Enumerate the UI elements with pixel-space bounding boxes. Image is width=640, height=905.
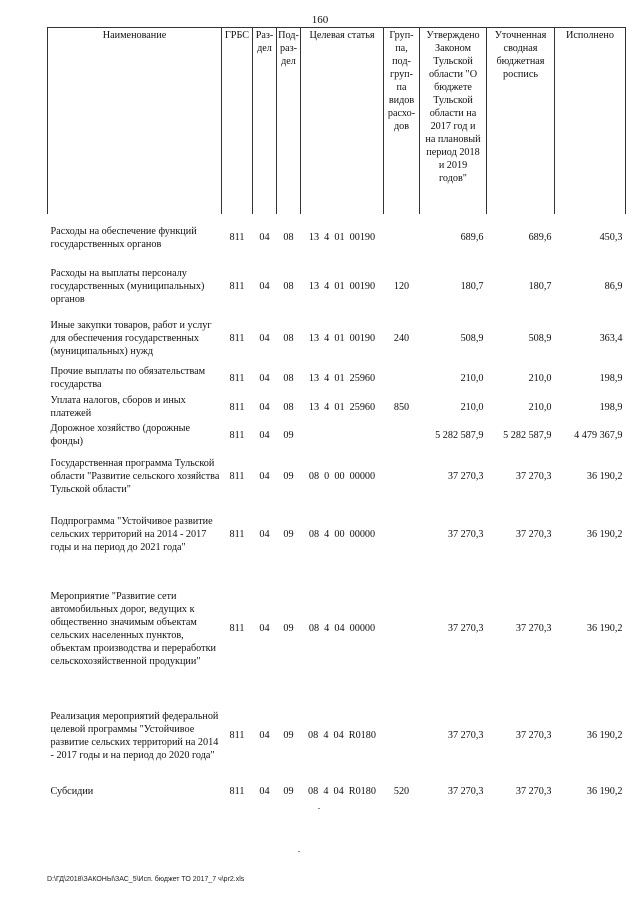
- header-executed: Исполнено: [555, 28, 626, 215]
- cell-name: Уплата налогов, сборов и иных платежей: [50, 395, 186, 419]
- cell-executed: 4 479 367,9: [574, 429, 623, 441]
- header-podrazdel: Под- раз- дел: [277, 28, 301, 215]
- cell-podrazdel: 08: [283, 332, 294, 344]
- header-razdel: Раз- дел: [253, 28, 277, 215]
- cell-grbs: 811: [229, 401, 245, 413]
- header-target: Целевая статья: [301, 28, 384, 215]
- cell-executed: 198,9: [599, 401, 623, 413]
- header-group: Груп- па, под- груп- па видов расхо- дов: [384, 28, 420, 215]
- cell-name: Расходы на выплаты персоналу государственных (муниципальных) органов: [50, 268, 205, 305]
- budget-table: [47, 27, 626, 805]
- cell-group: [384, 448, 420, 505]
- cell-approved: 210,0: [460, 372, 484, 384]
- cell-executed: 36 190,2: [586, 730, 623, 741]
- cell-grbs: 811: [229, 785, 245, 797]
- cell-razdel: 04: [259, 429, 270, 441]
- table-row: [48, 694, 626, 777]
- cell-podrazdel: 09: [283, 785, 294, 797]
- scan-speck: [298, 851, 300, 852]
- cell-approved: 508,9: [460, 332, 484, 344]
- cell-razdel: 04: [259, 372, 270, 384]
- cell-grbs: 811: [229, 232, 245, 243]
- cell-group: [384, 694, 420, 777]
- cell-target: 13 4 01 00190: [308, 332, 376, 344]
- cell-approved: 37 270,3: [447, 623, 484, 634]
- table-row: [48, 563, 626, 694]
- cell-grbs: 811: [229, 332, 245, 344]
- table-row: [48, 214, 626, 261]
- cell-podrazdel: 08: [283, 281, 294, 292]
- cell-razdel: 04: [259, 730, 270, 741]
- cell-name: Реализация мероприятий федеральной целевой программы "Устойчивое развитие сельских территорий на 2014 - 2017 годы и на период до 2020 года": [50, 710, 219, 761]
- cell-group: 240: [393, 332, 410, 344]
- cell-name: Дорожное хозяйство (дорожные фонды): [50, 423, 191, 447]
- cell-grbs: 811: [229, 429, 245, 441]
- cell-refined: 180,7: [528, 281, 552, 292]
- cell-razdel: 04: [259, 232, 270, 243]
- cell-refined: 210,0: [528, 401, 552, 413]
- cell-group: [384, 214, 420, 261]
- cell-grbs: 811: [229, 730, 245, 741]
- cell-group: [384, 422, 420, 448]
- cell-target: 13 4 01 00190: [308, 281, 376, 292]
- cell-target: 08 4 04 R0180: [308, 730, 376, 741]
- cell-name: Расходы на обеспечение функций государственных органов: [50, 225, 197, 250]
- cell-podrazdel: 09: [283, 429, 294, 441]
- cell-group: 520: [393, 785, 410, 797]
- cell-target: 08 0 00 00000: [308, 471, 376, 482]
- cell-target: 13 4 01 25960: [308, 401, 376, 413]
- cell-grbs: 811: [229, 623, 245, 634]
- cell-name: Мероприятие "Развитие сети автомобильных дорог, ведущих к общественно значимым объектам сельских населенных пунктов, объектам производства и переработки сельскохозяйственной продукции": [50, 590, 216, 667]
- cell-razdel: 04: [259, 471, 270, 482]
- table-row: [48, 505, 626, 563]
- cell-podrazdel: 08: [283, 232, 294, 243]
- cell-executed: 86,9: [604, 281, 623, 292]
- table-row: [48, 312, 626, 364]
- cell-approved: 5 282 587,9: [435, 429, 484, 441]
- cell-executed: 36 190,2: [586, 623, 623, 634]
- cell-target: 08 4 04 00000: [308, 623, 376, 634]
- cell-razdel: 04: [259, 785, 270, 797]
- cell-executed: 36 190,2: [586, 785, 623, 797]
- cell-executed: 36 190,2: [586, 528, 623, 540]
- header-refined: Уточненная сводная бюджетная роспись: [487, 28, 555, 215]
- cell-razdel: 04: [259, 528, 270, 540]
- cell-target: 08 4 00 00000: [308, 528, 376, 540]
- cell-refined: 37 270,3: [515, 785, 552, 797]
- cell-refined: 689,6: [528, 232, 552, 243]
- table-header-row: [48, 28, 626, 215]
- cell-grbs: 811: [229, 471, 245, 482]
- table-row: [48, 261, 626, 312]
- cell-approved: 37 270,3: [447, 785, 484, 797]
- table-row: [48, 422, 626, 448]
- cell-podrazdel: 09: [283, 730, 294, 741]
- cell-group: [384, 563, 420, 694]
- cell-name: Иные закупки товаров, работ и услуг для обеспечения государственных (муниципальных) нужд: [50, 319, 212, 357]
- cell-executed: 450,3: [599, 232, 623, 243]
- cell-podrazdel: 09: [283, 528, 294, 540]
- table-row: [48, 777, 626, 805]
- cell-grbs: 811: [229, 281, 245, 292]
- cell-target: 13 4 01 00190: [308, 232, 376, 243]
- cell-group: [384, 505, 420, 563]
- cell-podrazdel: 09: [283, 471, 294, 482]
- cell-razdel: 04: [259, 401, 270, 413]
- cell-group: 120: [393, 281, 410, 292]
- cell-approved: 37 270,3: [447, 730, 484, 741]
- header-name: Наименование: [48, 28, 222, 215]
- cell-razdel: 04: [259, 332, 270, 344]
- cell-approved: 180,7: [460, 281, 484, 292]
- cell-group: [384, 364, 420, 392]
- cell-podrazdel: 09: [283, 623, 294, 634]
- cell-grbs: 811: [229, 372, 245, 384]
- cell-target: [301, 422, 384, 448]
- cell-target: 13 4 01 25960: [308, 372, 376, 384]
- cell-name: Субсидии: [50, 785, 94, 797]
- cell-approved: 37 270,3: [447, 471, 484, 482]
- table-row: [48, 364, 626, 392]
- page-number: 160: [311, 14, 329, 26]
- cell-executed: 363,4: [599, 332, 623, 344]
- cell-approved: 37 270,3: [447, 528, 484, 540]
- cell-podrazdel: 08: [283, 372, 294, 384]
- cell-refined: 210,0: [528, 372, 552, 384]
- cell-name: Подпрограмма "Устойчивое развитие сельских территорий на 2014 - 2017 годы и на период до 2021 года": [50, 515, 213, 553]
- table-body: [48, 214, 626, 805]
- cell-group: 850: [393, 401, 410, 413]
- cell-name: Государственная программа Тульской области "Развитие сельского хозяйства Тульской области": [50, 458, 220, 495]
- cell-refined: 37 270,3: [515, 730, 552, 741]
- cell-podrazdel: 08: [283, 401, 294, 413]
- cell-grbs: 811: [229, 528, 245, 540]
- cell-razdel: 04: [259, 623, 270, 634]
- cell-name: Прочие выплаты по обязательствам государства: [50, 366, 206, 390]
- cell-refined: 508,9: [528, 332, 552, 344]
- scan-speck: [318, 808, 320, 809]
- cell-approved: 689,6: [460, 232, 484, 243]
- header-approved: Утверждено Законом Тульской области "О бюджете Тульской области на 2017 год и на плановый период 2018 и 2019 годов": [420, 28, 487, 215]
- cell-target: 08 4 04 R0180: [308, 785, 376, 797]
- cell-refined: 37 270,3: [515, 528, 552, 540]
- cell-refined: 37 270,3: [515, 471, 552, 482]
- cell-executed: 36 190,2: [586, 471, 623, 482]
- header-grbs: ГРБС: [222, 28, 253, 215]
- cell-refined: 5 282 587,9: [503, 429, 552, 441]
- cell-refined: 37 270,3: [515, 623, 552, 634]
- cell-executed: 198,9: [599, 372, 623, 384]
- cell-razdel: 04: [259, 281, 270, 292]
- footer-file-path: D:\ГД\2018\ЗАКОНЫ\ЗАС_5\Исп. бюджет ТО 2017_7 ч\pr2.xls: [47, 876, 245, 883]
- table-row: [48, 392, 626, 422]
- cell-approved: 210,0: [460, 401, 484, 413]
- table-row: [48, 448, 626, 505]
